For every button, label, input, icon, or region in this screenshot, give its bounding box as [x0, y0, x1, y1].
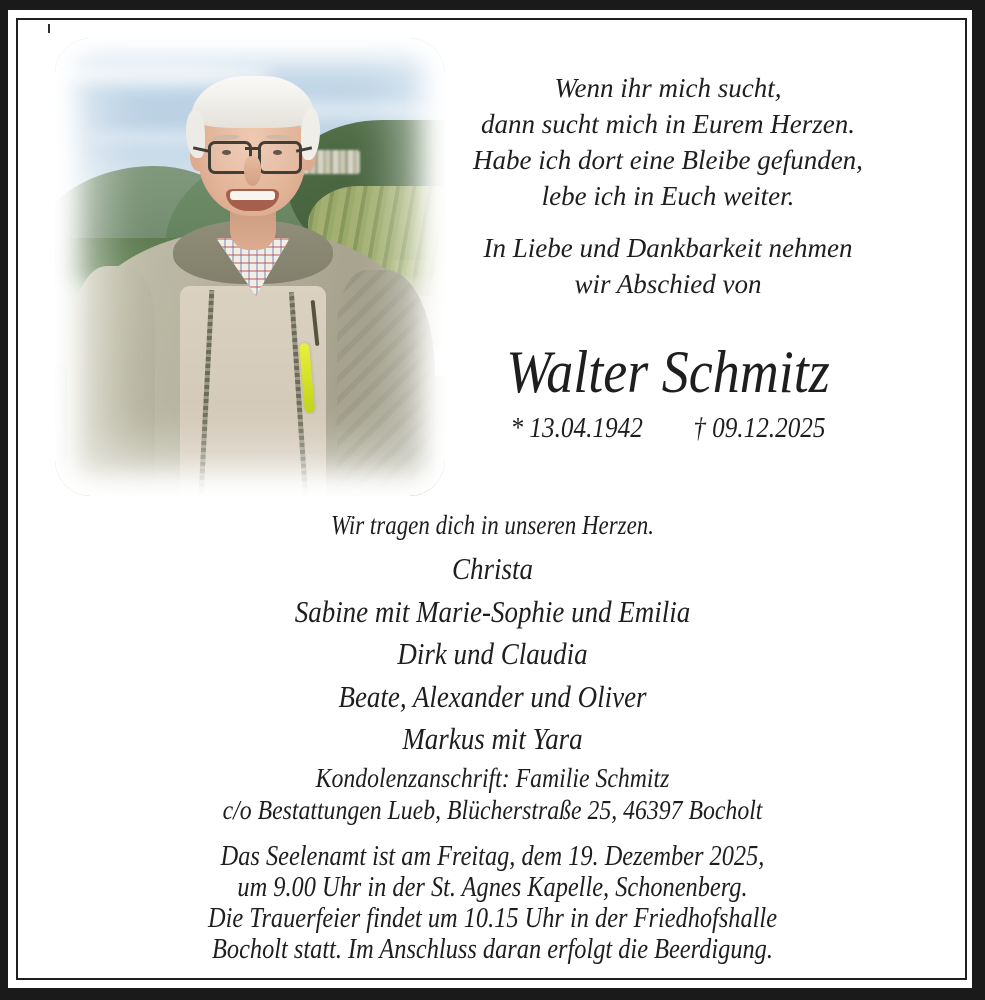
registration-mark: [48, 24, 50, 33]
family-line: Beate, Alexander und Oliver: [338, 678, 647, 714]
birth-date: * 13.04.1942: [510, 413, 643, 444]
family-line: Markus mit Yara: [402, 721, 583, 756]
intro-line: In Liebe und Dankbarkeit nehmen: [483, 233, 853, 263]
service-line: Die Trauerfeier findet um 10.15 Uhr in der Friedhofshalle: [207, 903, 778, 934]
verse-line: Wenn ihr mich sucht,: [554, 73, 782, 103]
service-line: um 9.00 Uhr in der St. Agnes Kapelle, Schonenberg.: [237, 872, 748, 903]
service-line: Das Seelenamt ist am Freitag, dem 19. Dezember 2025,: [220, 841, 765, 872]
intro-line: wir Abschied von: [574, 269, 762, 299]
condolence-line: Kondolenzanschrift: Familie Schmitz: [315, 763, 670, 793]
service-details: [81, 841, 903, 965]
verse-line: dann sucht mich in Eurem Herzen.: [481, 109, 855, 139]
family-line: Sabine mit Marie-Sophie und Emilia: [294, 593, 691, 629]
verse-line: lebe ich in Euch weiter.: [541, 181, 795, 211]
service-line: Bocholt statt. Im Anschluss daran erfolgt die Beerdigung.: [212, 934, 773, 965]
memorial-verse: [418, 70, 918, 214]
death-date: † 09.12.2025: [693, 413, 826, 444]
condolence-line: c/o Bestattungen Lueb, Blücherstraße 25, 46397 Bocholt: [222, 795, 763, 825]
family-line: Christa: [452, 551, 533, 586]
family-line: Dirk und Claudia: [397, 636, 588, 671]
verse-line: Habe ich dort eine Bleibe gefunden,: [473, 145, 863, 175]
life-dates: [443, 412, 893, 446]
family-names: [81, 548, 903, 761]
condolence-address: [77, 762, 909, 826]
photo-soft-vignette: [55, 38, 445, 496]
deceased-name: Walter Schmitz: [506, 339, 830, 405]
farewell-intro: [418, 230, 918, 302]
tribute-line: Wir tragen dich in unseren Herzen.: [331, 510, 654, 540]
portrait-photo: [55, 38, 445, 496]
